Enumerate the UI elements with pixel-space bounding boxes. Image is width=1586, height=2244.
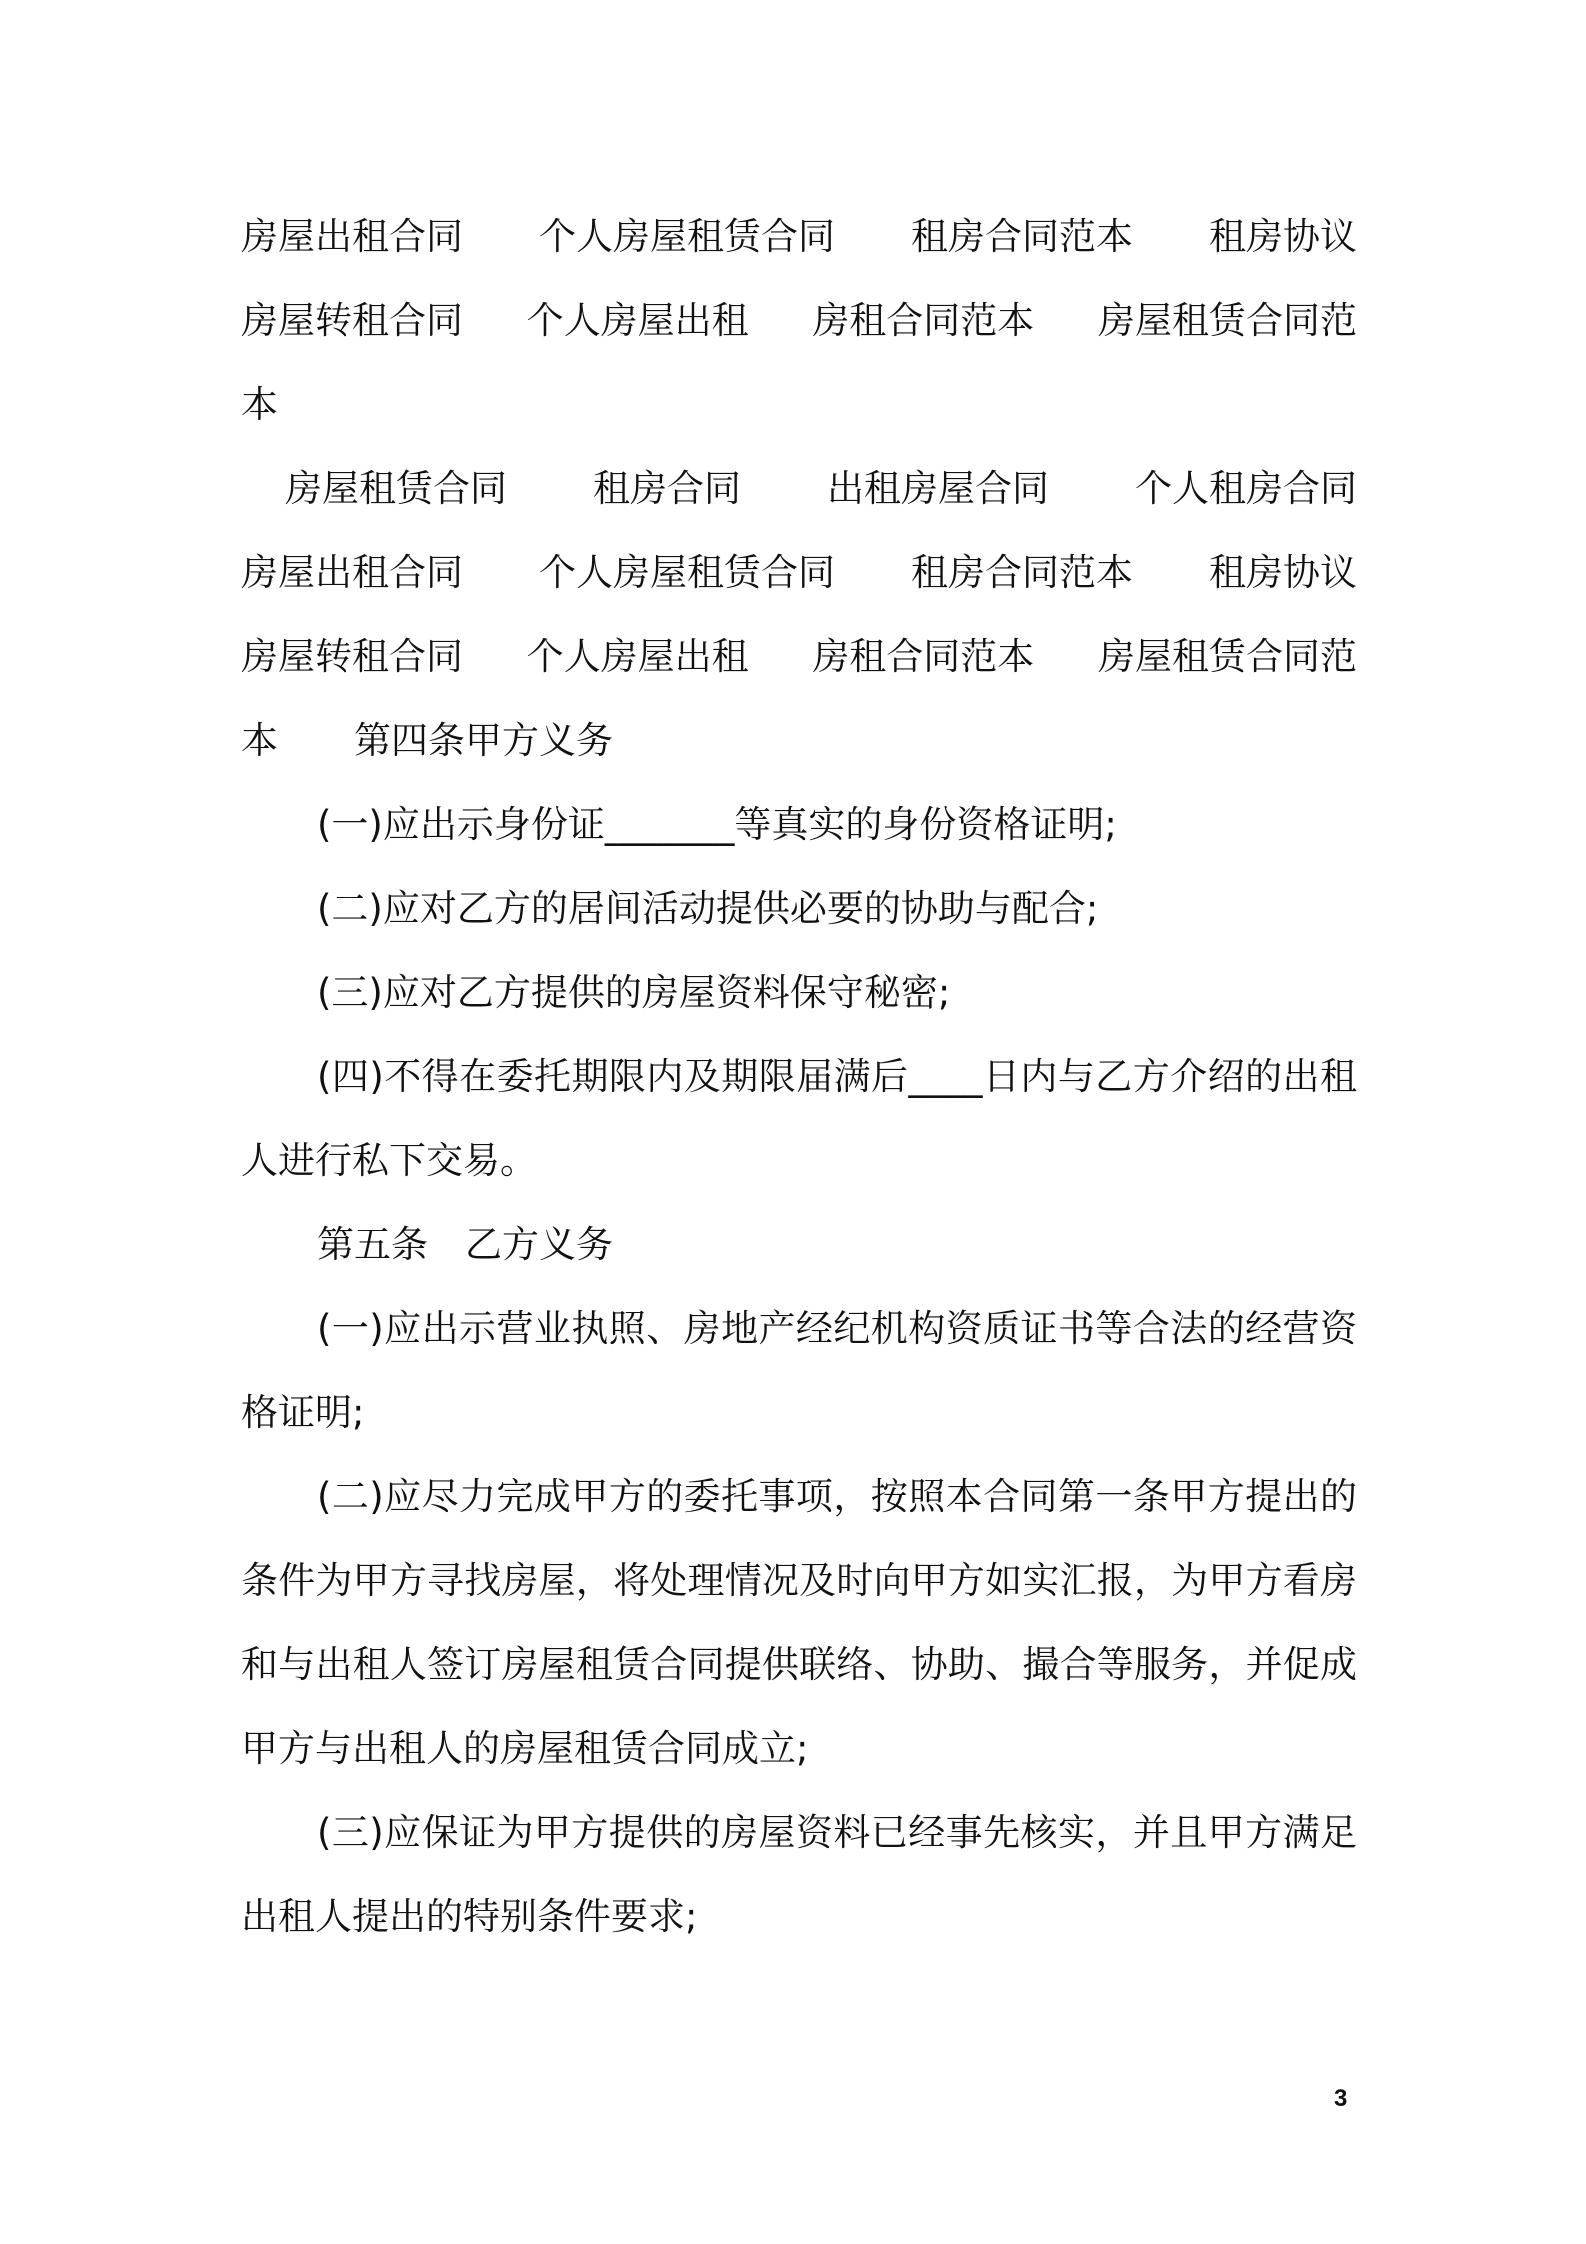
page-number: 3 — [1334, 2085, 1348, 2112]
article4-item: (四)不得在委托期限内及期限届满后____日内与乙方介绍的出租人进行私下交易。 — [241, 1055, 1357, 1182]
keyword: 个人房屋租赁合同 — [539, 551, 835, 594]
keyword-line — [241, 615, 1357, 699]
keyword-line — [241, 195, 1357, 279]
keyword: 个人房屋出租 — [526, 635, 749, 678]
keyword: 本 — [241, 383, 278, 426]
keyword: 租房协议 — [1209, 551, 1357, 594]
article4-heading: 第四条甲方义务 — [354, 719, 613, 762]
keyword: 出租房屋合同 — [827, 467, 1049, 510]
article5-item: (三)应保证为甲方提供的房屋资料已经事先核实，并且甲方满足出租人提出的特别条件要求; — [241, 1811, 1357, 1938]
keyword: 房屋出租合同 — [241, 551, 463, 594]
keyword-line — [241, 447, 1357, 531]
article5-heading: 第五条 乙方义务 — [317, 1223, 613, 1266]
keyword: 租房协议 — [1209, 215, 1357, 258]
article4-item: (三)应对乙方提供的房屋资料保守秘密; — [317, 971, 951, 1014]
keyword: 租房合同 — [593, 467, 741, 510]
keyword: 个人租房合同 — [1135, 467, 1357, 510]
article5-item: (二)应尽力完成甲方的委托事项，按照本合同第一条甲方提出的条件为甲方寻找房屋，将处理情况及时向甲方如实汇报，为甲方看房和与出租人签订房屋租赁合同提供联络、协助、撮合等服务，并促成甲方与出租人的房屋租赁合同成立; — [241, 1475, 1357, 1770]
keyword: 房屋转租合同 — [241, 635, 463, 678]
keyword: 个人房屋出租 — [526, 299, 749, 342]
keyword-line — [241, 363, 1357, 447]
keyword: 房屋租赁合同范 — [1097, 299, 1357, 342]
keyword: 房租合同范本 — [812, 635, 1035, 678]
keyword: 房屋转租合同 — [241, 299, 463, 342]
keyword: 本 — [241, 719, 278, 762]
article5-item: (一)应出示营业执照、房地产经纪机构资质证书等合法的经营资格证明; — [241, 1307, 1357, 1434]
keyword-line — [241, 279, 1357, 363]
keyword: 房屋租赁合同 — [285, 467, 507, 510]
keyword-line — [241, 699, 1357, 783]
article4-item: (一)应出示身份证_______等真实的身份资格证明; — [317, 803, 1117, 846]
keyword: 房屋租赁合同范 — [1097, 635, 1357, 678]
keyword: 租房合同范本 — [911, 215, 1133, 258]
keyword-line — [241, 531, 1357, 615]
keyword: 个人房屋租赁合同 — [539, 215, 835, 258]
document-body — [241, 195, 1357, 1959]
keyword: 房屋出租合同 — [241, 215, 463, 258]
article4-item: (二)应对乙方的居间活动提供必要的协助与配合; — [317, 887, 1099, 930]
keyword: 房租合同范本 — [812, 299, 1035, 342]
keyword: 租房合同范本 — [911, 551, 1133, 594]
